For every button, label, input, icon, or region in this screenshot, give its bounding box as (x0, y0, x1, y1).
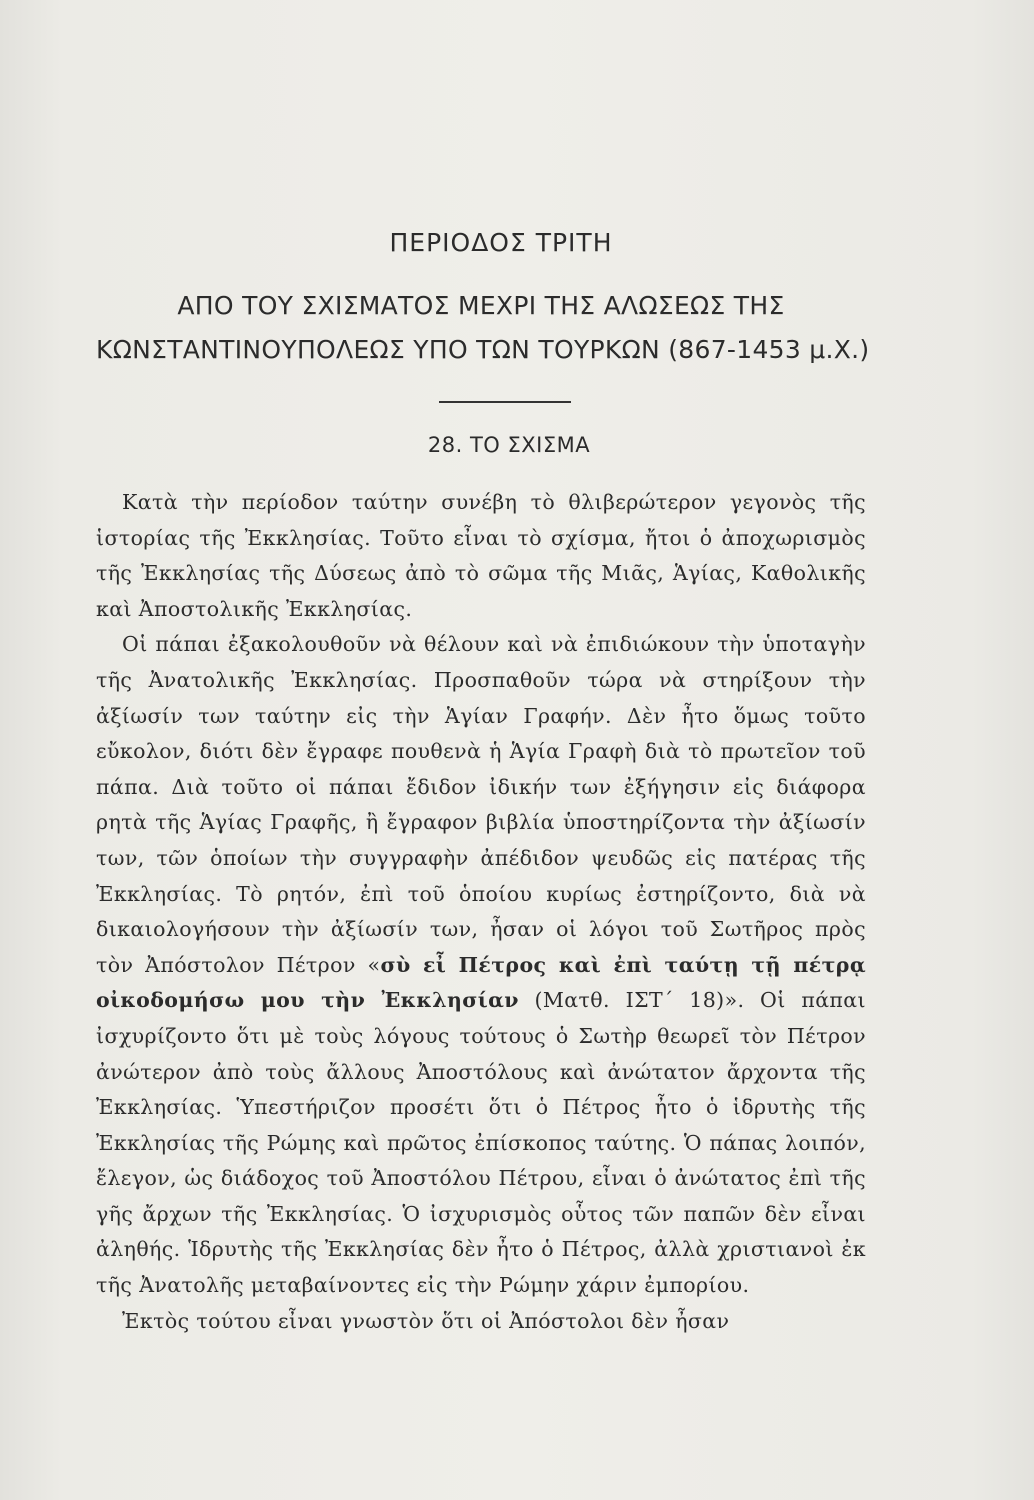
paragraph-1: Κατὰ τὴν περίοδον ταύτην συνέβη τὸ θλιβερώτερον γεγονὸς τῆς ἱστορίας τῆς Ἐκκλησίας. Τοῦτο εἶναι τὸ σχίσμα, ἤτοι ὁ ἀποχωρισμὸς τῆς Ἐκκλησίας τῆς Δύσεως ἀπὸ τὸ σῶμα τῆς Μιᾶς, Ἁγίας, Καθολικῆς καὶ Ἀποστολικῆς Ἐκκλησίας. (96, 490, 866, 621)
paragraph-2 (96, 627, 866, 1303)
period-heading: ΠΕΡΙΟΔΟΣ ΤΡΙΤΗ (389, 228, 613, 257)
chapter-title-line-1: ΑΠΟ ΤΟΥ ΣΧΙΣΜΑΤΟΣ ΜΕΧΡΙ ΤΗΣ ΑΛΩΣΕΩΣ ΤΗΣ (177, 291, 785, 320)
bible-quote: σὺ εἶ Πέτρος καὶ ἐπὶ ταύτῃ τῇ πέτρᾳ οἰκοδομήσω μου τὴν Ἐκκλησίαν (96, 952, 867, 1013)
paragraph-3: Ἐκτὸς τούτου εἶναι γνωστὸν ὅτι οἱ Ἀπόστολοι δὲν ἦσαν (122, 1308, 730, 1333)
paragraph-2-start: Οἱ πάπαι ἐξακολουθοῦν νὰ θέλουν καὶ νὰ ἐπιδιώκουν τὴν ὑποταγὴν τῆς Ἀνατολικῆς Ἐκκλησίας. Προσπαθοῦν τώρα νὰ στηρίξουν τὴν ἀξίωσίν των ταύτην εἰς τὴν Ἁγίαν Γραφήν. Δὲν ἦτο ὅμως τοῦτο εὔκολον, διότι δὲν ἔγραφε πουθενὰ ἡ Ἁγία Γραφὴ διὰ τὸ πρωτεῖον τοῦ πάπα. Διὰ τοῦτο οἱ πάπαι ἔδιδον ἰδικήν των ἐξήγησιν εἰς διάφορα ρητὰ τῆς Ἁγίας Γραφῆς, ἢ ἔγραφον βιβλία ὑποστηρίζοντα τὴν ἀξίωσίν των, τῶν ὁποίων τὴν συγγραφὴν ἀπέδιδον ψευδῶς εἰς πατέρας τῆς Ἐκκλησίας. Τὸ ρητόν, ἐπὶ τοῦ ὁποίου κυρίως ἐστηρίζοντο, διὰ νὰ δικαιολογήσουν τὴν ἀξίωσίν των, ἦσαν οἱ λόγοι τοῦ Σωτῆρος πρὸς τὸν Ἀπόστολον Πέτρον « (96, 632, 866, 977)
title-divider (439, 401, 571, 403)
section-title: 28. ΤΟ ΣΧΙΣΜΑ (427, 433, 591, 457)
page-text (96, 228, 870, 1339)
paragraph-2-end: (Ματθ. ΙΣΤ΄ 18)». Οἱ πάπαι ἰσχυρίζοντο ὅτι μὲ τοὺς λόγους τούτους ὁ Σωτὴρ θεωρεῖ τὸν Πέτρον ἀνώτερον ἀπὸ τοὺς ἄλλους Ἀποστόλους καὶ ἀνώτατον ἄρχοντα τῆς Ἐκκλησίας. Ὑπεστήριζον προσέτι ὅτι ὁ Πέτρος ἦτο ὁ ἱδρυτὴς τῆς Ἐκκλησίας τῆς Ρώμης καὶ πρῶτος ἐπίσκοπος ταύτης. Ὁ πάπας λοιπόν, ἔλεγον, ὡς διάδοχος τοῦ Ἀποστόλου Πέτρου, εἶναι ὁ ἀνώτατος ἐπὶ τῆς γῆς ἄρχων τῆς Ἐκκλησίας. Ὁ ἰσχυρισμὸς οὗτος τῶν παπῶν δὲν εἶναι ἀληθής. Ἱδρυτὴς τῆς Ἐκκλησίας δὲν ἦτο ὁ Πέτρος, ἀλλὰ χριστιανοὶ ἐκ τῆς Ἀνατολῆς μεταβαίνοντες εἰς τὴν Ρώμην χάριν ἐμπορίου. (96, 988, 866, 1298)
chapter-title-line-2: ΚΩΝΣΤΑΝΤΙΝΟΥΠΟΛΕΩΣ ΥΠΟ ΤΩΝ ΤΟΥΡΚΩΝ (867-1453 μ.Χ.) (96, 335, 870, 364)
